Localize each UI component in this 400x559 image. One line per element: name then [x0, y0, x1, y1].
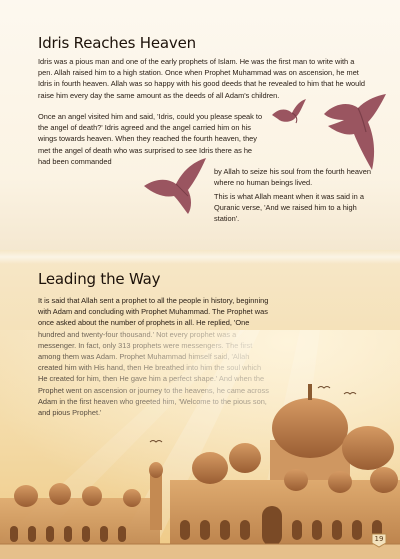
page-number-badge — [370, 532, 388, 548]
section-title-leading: Leading the Way — [38, 270, 161, 288]
paragraph-idris-intro: Idris was a pious man and one of the early prophets of Islam. He was the first man to write with a pen. Allah raised him to a high station. Once when Prophet Muhammad was on ascension, he met Idris in fourth heaven. Allah was so happy with his good deeds that he revealed to him that he would raise him every day the same amount as the deeds of all Adam's children. — [38, 57, 366, 100]
page-number: 19 — [374, 535, 384, 543]
flying-bird-illustration — [142, 156, 210, 216]
section-divider — [0, 250, 400, 264]
small-bird-illustration — [270, 97, 308, 129]
mosque-scene-illustration — [0, 330, 400, 559]
paragraph-seize-soul: by Allah to seize his soul from the fourth heaven where no human beings lived. — [214, 167, 371, 188]
large-bird-illustration — [318, 92, 388, 172]
section-title-idris: Idris Reaches Heaven — [38, 34, 196, 52]
paragraph-prophets: It is said that Allah sent a prophet to all the people in history, beginning with Adam and concluding with Prophet Muhammad. The Prophet was once asked about the number of prophets in all. He replied, 'One — [38, 296, 269, 328]
paragraph-angel-visit: Once an angel visited him and said, 'Idris, could you please speak to the angel of death?' Idris agreed and the angel carried him on his wings towards heaven. When they reached the fourth heaven, they met the angel of death who was surprised to see Idris there as he had been commanded — [38, 112, 263, 166]
paragraph-quranic-verse: This is what Allah meant when it was said in a Quranic verse, 'And we raised him to a high station'. — [214, 192, 364, 224]
